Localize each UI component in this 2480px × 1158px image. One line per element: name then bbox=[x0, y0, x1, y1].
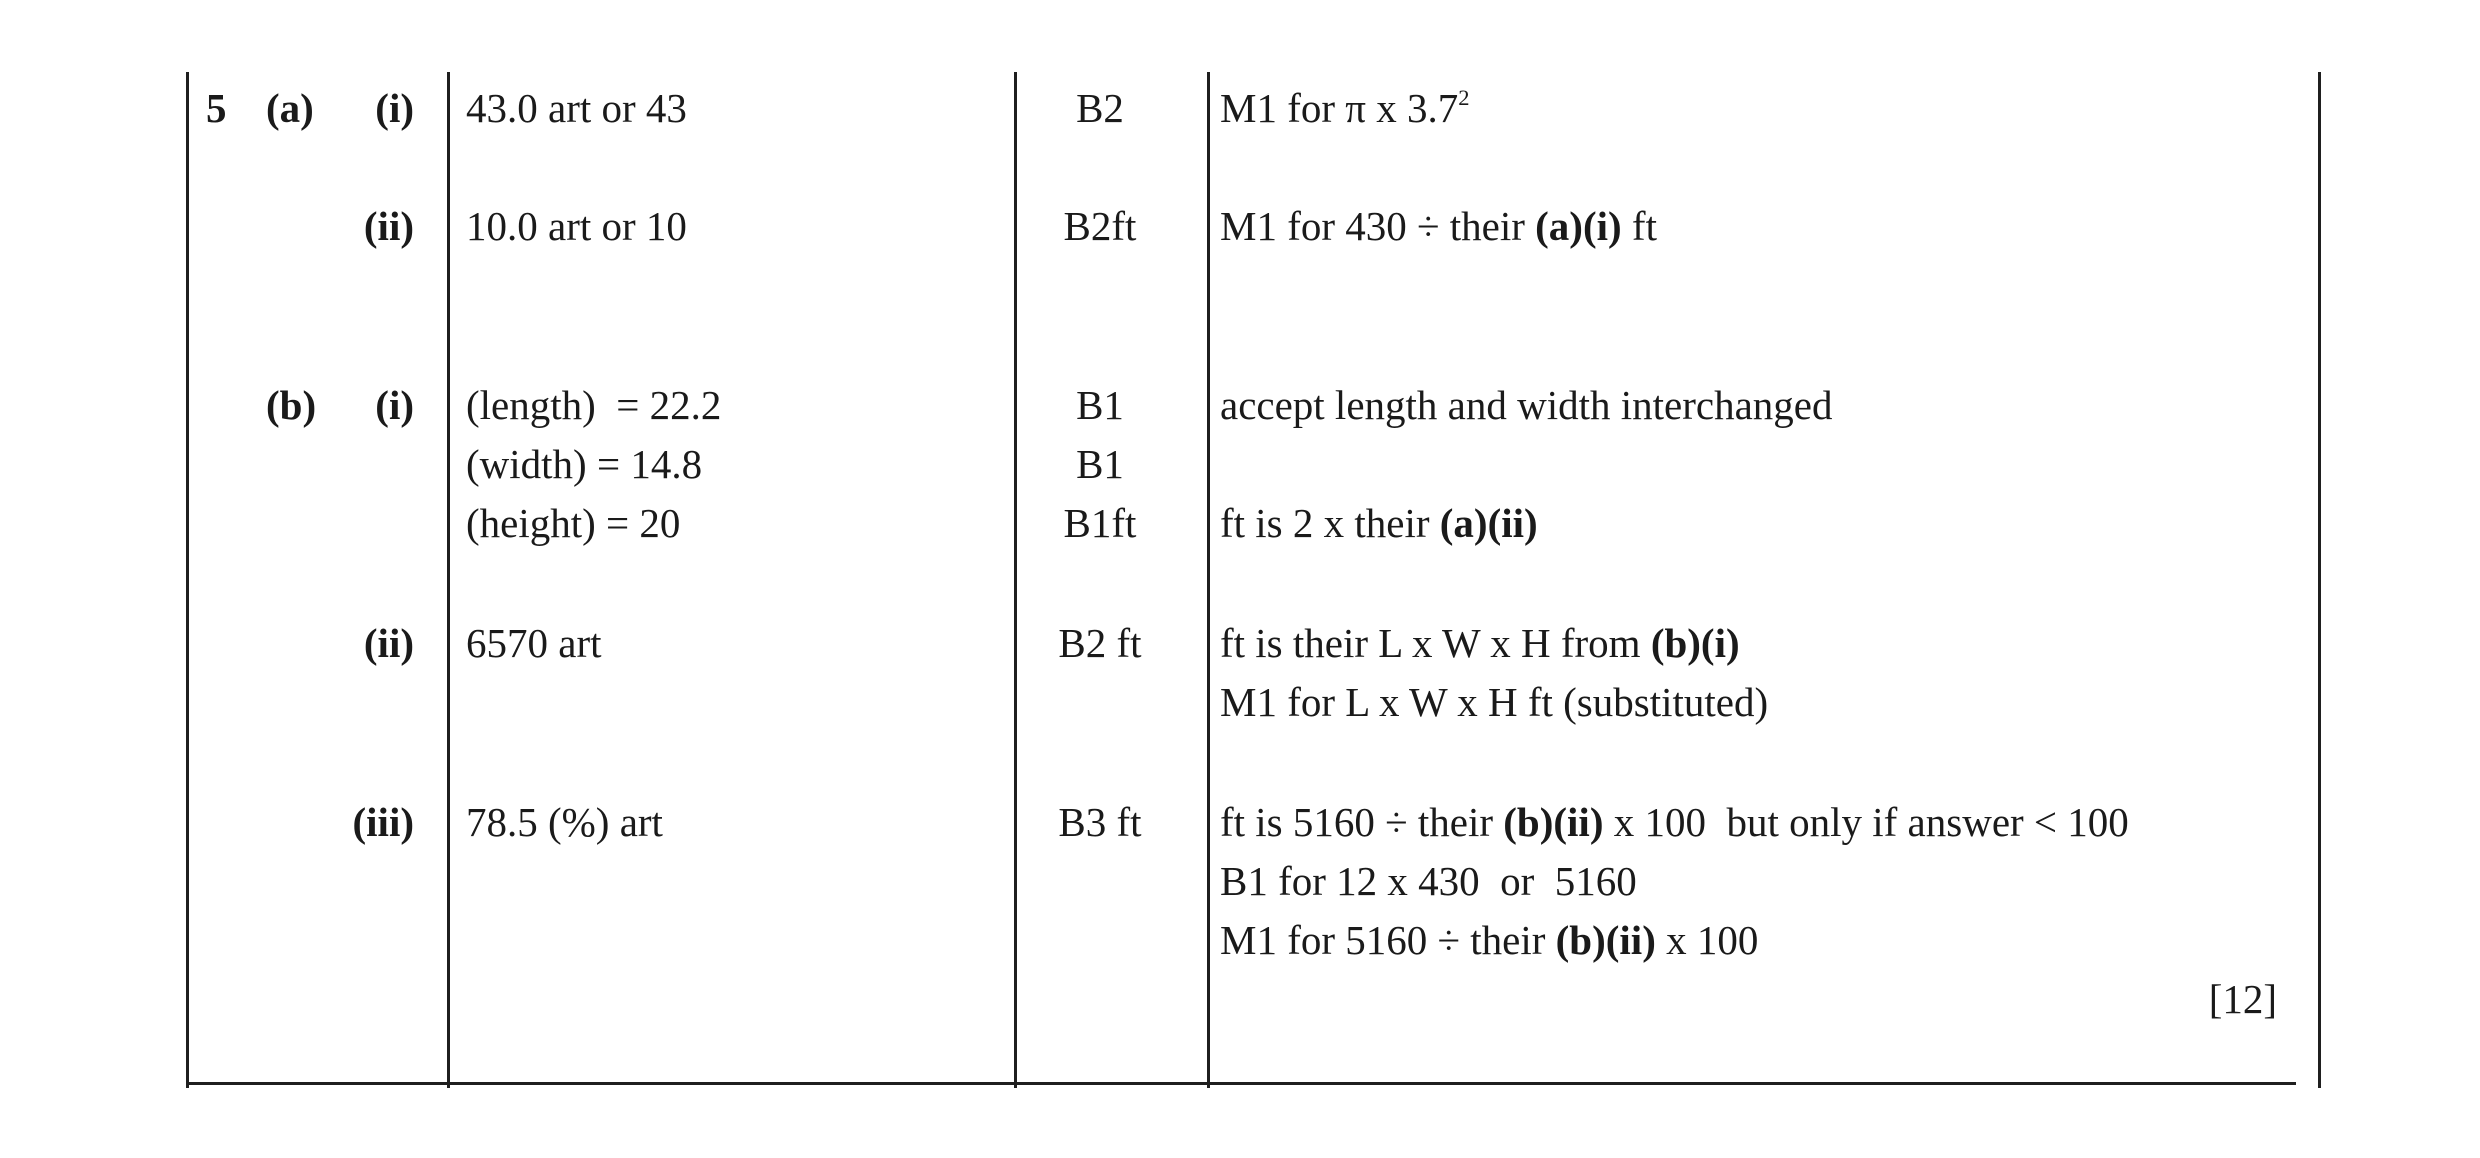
answer-line: 10.0 art or 10 bbox=[466, 203, 687, 249]
guidance-note: B1 for 12 x 430 or 5160 bbox=[1220, 858, 1637, 904]
guidance-note: M1 for 430 ÷ their (a)(i) ft bbox=[1220, 203, 1657, 249]
mark-code: B1 bbox=[1076, 441, 1124, 487]
table-border-left bbox=[186, 72, 189, 1088]
part-label: (a) bbox=[266, 85, 314, 131]
answer-line: (width) = 14.8 bbox=[466, 441, 703, 487]
guidance-note: M1 for π x $3.7^2$ bbox=[1220, 85, 1470, 131]
answer-line: 43.0 art or 43 bbox=[466, 85, 687, 131]
mark-code: B2 bbox=[1076, 85, 1124, 131]
column-divider-notes bbox=[1207, 72, 1210, 1088]
answer-line: (length) = 22.2 bbox=[466, 382, 722, 428]
table-bottom-rule bbox=[186, 1082, 2296, 1085]
subpart-label: (iii) bbox=[352, 799, 414, 845]
mark-code: B2ft bbox=[1063, 203, 1137, 249]
mark-code: B2 ft bbox=[1058, 620, 1142, 666]
guidance-note: M1 for L x W x H ft (substituted) bbox=[1220, 679, 1769, 725]
question-number: 5 bbox=[206, 85, 227, 131]
subpart-label: (ii) bbox=[363, 203, 414, 249]
guidance-note: ft is 5160 ÷ their (b)(ii) x 100 but only if answer < 100 bbox=[1220, 799, 2129, 845]
guidance-note: ft is their L x W x H from (b)(i) bbox=[1220, 620, 1740, 666]
subpart-label: (ii) bbox=[363, 620, 414, 666]
mark-code: B3 ft bbox=[1058, 799, 1142, 845]
answer-line: 78.5 (%) art bbox=[466, 799, 663, 845]
guidance-note: accept length and width interchanged bbox=[1220, 382, 1833, 428]
table-border-right bbox=[2318, 72, 2321, 1088]
subpart-label: (i) bbox=[375, 382, 414, 428]
column-divider-answer bbox=[447, 72, 450, 1088]
answer-line: 6570 art bbox=[466, 620, 602, 666]
answer-line: (height) = 20 bbox=[466, 500, 681, 546]
subpart-label: (i) bbox=[375, 85, 414, 131]
part-label: (b) bbox=[266, 382, 317, 428]
guidance-note: ft is 2 x their (a)(ii) bbox=[1220, 500, 1538, 546]
mark-code: B1ft bbox=[1063, 500, 1137, 546]
total-marks: [12] bbox=[2208, 976, 2277, 1022]
mark-code: B1 bbox=[1076, 382, 1124, 428]
guidance-note: M1 for 5160 ÷ their (b)(ii) x 100 bbox=[1220, 917, 1759, 963]
